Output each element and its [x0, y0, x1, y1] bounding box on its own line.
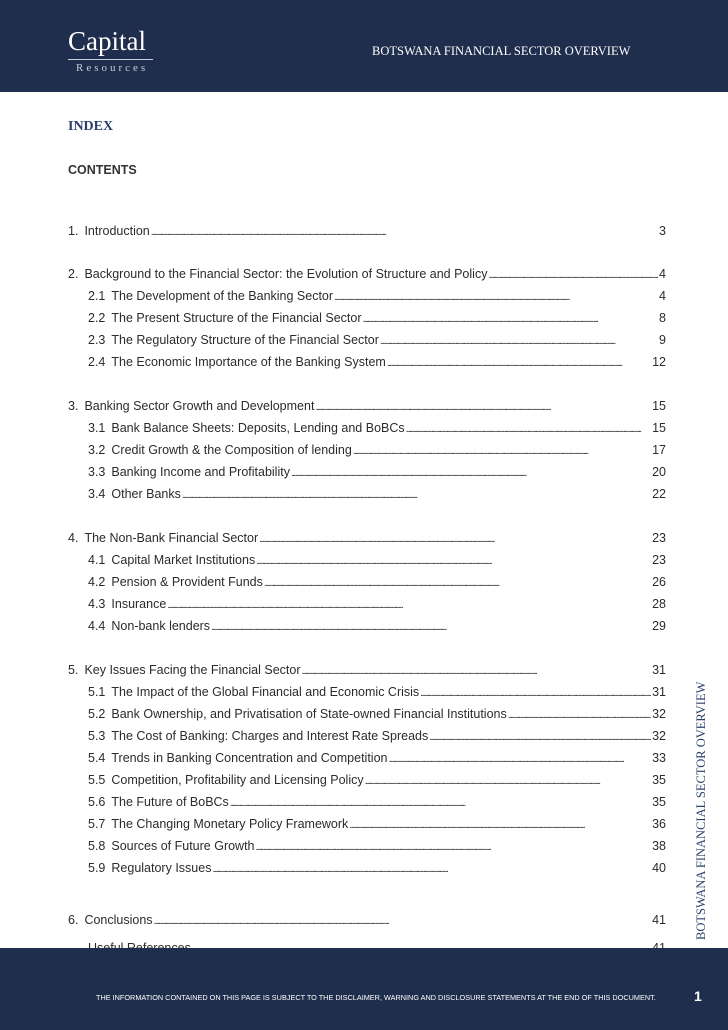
toc-entry[interactable] [88, 815, 666, 833]
toc-dot-leader [353, 441, 651, 461]
toc-entry[interactable] [68, 661, 666, 679]
toc-entry[interactable] [68, 397, 666, 415]
toc-entry[interactable] [88, 573, 666, 591]
toc-dot-leader [315, 397, 651, 417]
toc-entry-page: 17 [652, 443, 666, 457]
toc-entry[interactable] [88, 727, 666, 745]
toc-entry-title: Banking Sector Growth and Development [84, 399, 315, 413]
toc-dot-leader [488, 265, 658, 285]
toc-entry-page: 32 [652, 707, 666, 721]
toc-entry-page: 29 [652, 619, 666, 633]
toc-entry-number: 5.7 [88, 817, 106, 831]
toc-entry-title: Other Banks [111, 487, 181, 501]
toc-entry[interactable] [88, 441, 666, 459]
toc-entry[interactable] [68, 529, 666, 547]
toc-entry[interactable] [68, 911, 666, 929]
toc-entry-title: The Future of BoBCs [111, 795, 229, 809]
toc-entry-page: 4 [659, 267, 666, 281]
toc-entry-number: 5.4 [88, 751, 106, 765]
toc-entry-number: 5. [68, 663, 79, 677]
toc-entry-number: 2.1 [88, 289, 106, 303]
toc-entry-number: 5.9 [88, 861, 106, 875]
toc-entry-number: 2.3 [88, 333, 106, 347]
toc-dot-leader [256, 837, 652, 857]
toc-entry-title: Bank Balance Sheets: Deposits, Lending and BoBCs [111, 421, 405, 435]
side-running-title: BOTSWANA FINANCIAL SECTOR OVERVIEW [694, 681, 708, 940]
toc-entry[interactable] [88, 705, 666, 723]
toc-entry-page: 22 [652, 487, 666, 501]
toc-entry-page: 4 [659, 289, 666, 303]
toc-entry[interactable] [88, 331, 666, 349]
toc-dot-leader [230, 793, 651, 813]
toc-entry-title: Trends in Banking Concentration and Competition [111, 751, 388, 765]
toc-dot-leader [349, 815, 651, 835]
toc-entry-title: Pension & Provident Funds [111, 575, 263, 589]
toc-dot-leader [388, 749, 651, 769]
toc-dot-leader [259, 529, 651, 549]
toc-entry-number: 5.2 [88, 707, 106, 721]
toc-entry-page: 35 [652, 795, 666, 809]
toc-entry[interactable] [88, 859, 666, 877]
toc-entry[interactable] [88, 793, 666, 811]
toc-entry-number: 4.4 [88, 619, 106, 633]
toc-entry-page: 15 [652, 399, 666, 413]
toc-entry[interactable] [68, 222, 666, 240]
toc-entry-page: 31 [652, 663, 666, 677]
toc-entry-page: 23 [652, 531, 666, 545]
toc-entry-page: 36 [652, 817, 666, 831]
toc-entry-title: Background to the Financial Sector: the Evolution of Structure and Policy [84, 267, 488, 281]
toc-entry[interactable] [88, 683, 666, 701]
toc-dot-leader [167, 595, 651, 615]
toc-dot-leader [182, 485, 651, 505]
toc-entry-page: 8 [659, 311, 666, 325]
logo-subtitle: Resources [76, 62, 149, 74]
toc-entry-page: 35 [652, 773, 666, 787]
toc-entry-title: The Changing Monetary Policy Framework [111, 817, 349, 831]
toc-dot-leader [508, 705, 651, 725]
toc-dot-leader [420, 683, 651, 703]
toc-entry-title: The Regulatory Structure of the Financial Sector [111, 333, 379, 347]
toc-entry-number: 3.1 [88, 421, 106, 435]
contents-heading: CONTENTS [68, 163, 137, 177]
toc-entry-title: Banking Income and Profitability [111, 465, 290, 479]
toc-entry-title: Capital Market Institutions [111, 553, 256, 567]
logo-divider [68, 59, 153, 60]
toc-entry[interactable] [88, 309, 666, 327]
toc-entry-page: 26 [652, 575, 666, 589]
toc-dot-leader [380, 331, 658, 351]
toc-entry-page: 15 [652, 421, 666, 435]
toc-entry-title: Sources of Future Growth [111, 839, 255, 853]
toc-entry-number: 1. [68, 224, 79, 238]
toc-entry[interactable] [88, 771, 666, 789]
page-header [0, 0, 728, 92]
toc-entry-title: Credit Growth & the Composition of lending [111, 443, 352, 457]
toc-entry-title: Competition, Profitability and Licensing Policy [111, 773, 364, 787]
toc-entry-page: 23 [652, 553, 666, 567]
toc-entry-title: Key Issues Facing the Financial Sector [84, 663, 301, 677]
toc-entry-number: 4.2 [88, 575, 106, 589]
toc-entry-title: Bank Ownership, and Privatisation of State-owned Financial Institutions [111, 707, 507, 721]
toc-entry-page: 40 [652, 861, 666, 875]
toc-dot-leader [291, 463, 651, 483]
toc-entry-page: 12 [652, 355, 666, 369]
toc-dot-leader [151, 222, 658, 242]
toc-entry[interactable] [88, 749, 666, 767]
toc-dot-leader [211, 617, 651, 637]
toc-entry-number: 3.3 [88, 465, 106, 479]
toc-entry-number: 4. [68, 531, 79, 545]
toc-entry-number: 2. [68, 267, 79, 281]
toc-entry[interactable] [88, 463, 666, 481]
toc-dot-leader [363, 309, 659, 329]
toc-entry-number: 5.6 [88, 795, 106, 809]
toc-entry-number: 4.3 [88, 597, 106, 611]
toc-entry[interactable] [88, 287, 666, 305]
toc-entry-page: 38 [652, 839, 666, 853]
toc-entry-title: Conclusions [84, 913, 153, 927]
toc-dot-leader [365, 771, 651, 791]
page-number: 1 [694, 988, 702, 1004]
toc-entry[interactable] [88, 617, 666, 635]
toc-entry-number: 5.1 [88, 685, 106, 699]
toc-dot-leader [256, 551, 651, 571]
toc-entry-title: The Cost of Banking: Charges and Interest Rate Spreads [111, 729, 429, 743]
toc-entry-page: 33 [652, 751, 666, 765]
toc-entry-number: 5.5 [88, 773, 106, 787]
toc-dot-leader [154, 911, 652, 931]
toc-entry-number: 3. [68, 399, 79, 413]
logo-wordmark: Capital [68, 26, 146, 56]
toc-entry-title: Introduction [84, 224, 150, 238]
toc-entry-page: 28 [652, 597, 666, 611]
toc-entry[interactable] [88, 485, 666, 503]
toc-entry-number: 5.3 [88, 729, 106, 743]
toc-dot-leader [212, 859, 651, 879]
toc-entry-number: 3.2 [88, 443, 106, 457]
toc-entry-number: 4.1 [88, 553, 106, 567]
toc-entry-title: The Impact of the Global Financial and Economic Crisis [111, 685, 420, 699]
toc-entry-title: The Non-Bank Financial Sector [84, 531, 259, 545]
toc-dot-leader [406, 419, 651, 439]
toc-entry-page: 41 [652, 913, 666, 927]
toc-entry-title: The Development of the Banking Sector [111, 289, 334, 303]
toc-entry-number: 2.2 [88, 311, 106, 325]
disclaimer-text: THE INFORMATION CONTAINED ON THIS PAGE IS SUBJECT TO THE DISCLAIMER, WARNING AND DISCLOSURE STATEMENTS AT THE END OF THIS DOCUMENT. [96, 993, 656, 1002]
toc-entry-title: Non-bank lenders [111, 619, 211, 633]
toc-entry[interactable] [88, 837, 666, 855]
toc-entry[interactable] [88, 595, 666, 613]
toc-entry-page: 20 [652, 465, 666, 479]
toc-entry-number: 6. [68, 913, 79, 927]
toc-dot-leader [264, 573, 651, 593]
page-footer [0, 948, 728, 1030]
toc-entry-title: The Economic Importance of the Banking System [111, 355, 386, 369]
toc-entry-title: Insurance [111, 597, 167, 611]
toc-entry[interactable] [88, 419, 666, 437]
toc-entry-number: 3.4 [88, 487, 106, 501]
toc-entry-page: 3 [659, 224, 666, 238]
index-heading: INDEX [68, 119, 114, 134]
toc-entry[interactable] [68, 265, 666, 283]
toc-dot-leader [334, 287, 658, 307]
document-title: BOTSWANA FINANCIAL SECTOR OVERVIEW [372, 44, 631, 58]
toc-dot-leader [429, 727, 651, 747]
toc-entry[interactable] [88, 353, 666, 371]
toc-entry-page: 9 [659, 333, 666, 347]
toc-entry-title: The Present Structure of the Financial Sector [111, 311, 362, 325]
toc-entry-title: Regulatory Issues [111, 861, 212, 875]
toc-dot-leader [387, 353, 651, 373]
toc-entry-page: 31 [652, 685, 666, 699]
toc-entry-number: 5.8 [88, 839, 106, 853]
toc-dot-leader [302, 661, 652, 681]
toc-entry-page: 32 [652, 729, 666, 743]
toc-entry[interactable] [88, 551, 666, 569]
toc-entry-number: 2.4 [88, 355, 106, 369]
